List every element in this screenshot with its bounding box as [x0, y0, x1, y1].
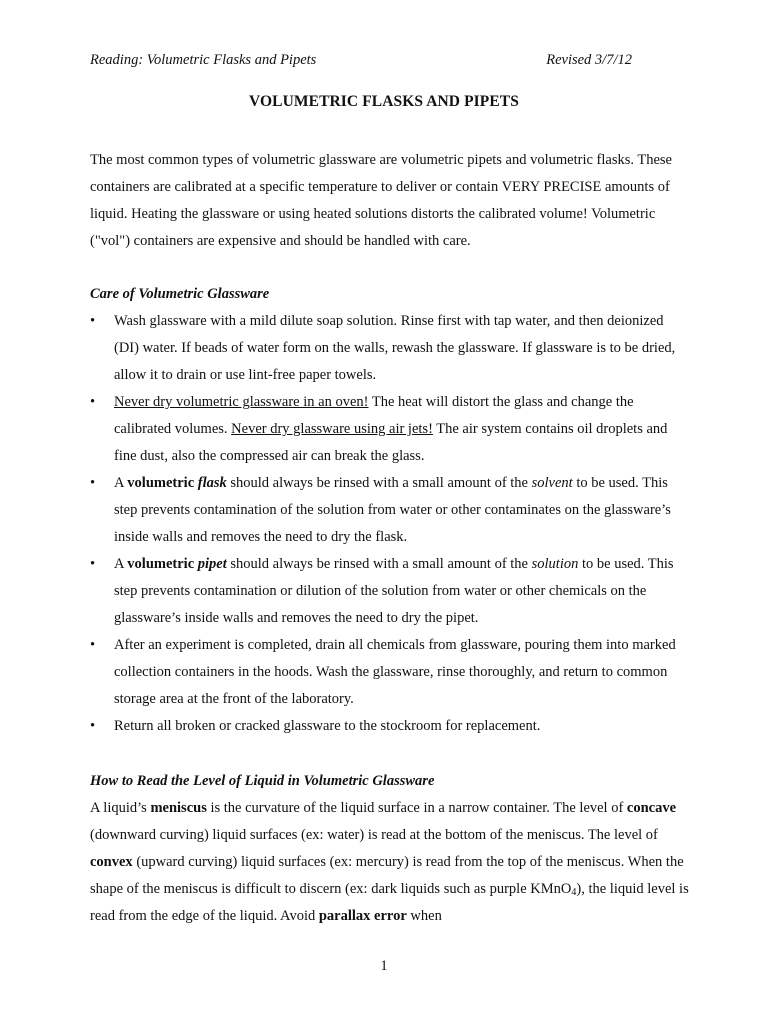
paragraph-text: (upward curving) liquid surfaces (ex: mercury) is read from the top of the meniscus. When the shape of the meniscus is difficult to discern (ex: dark liquids such as purple KMnO: [90, 854, 684, 897]
italic-term: solvent: [531, 475, 573, 491]
bullet-text: to be used. This step prevents contamination or dilution of the solution from water or other chemicals on the glassware’s inside walls and removes the need to dry the pipet.: [114, 556, 674, 626]
bullet-symbol: •: [90, 394, 96, 410]
page-number: 1: [380, 958, 388, 974]
bullet-symbol: •: [90, 313, 96, 329]
bullet-text: A: [114, 475, 128, 491]
paragraph-text: is the curvature of the liquid surface in a narrow container. The level of: [206, 800, 627, 816]
bullet-symbol: •: [90, 475, 96, 491]
bold-term: convex: [90, 854, 133, 870]
document-title: VOLUMETRIC FLASKS AND PIPETS: [249, 93, 519, 110]
bullet-text: should always be rinsed with a small amount of the: [226, 556, 532, 572]
list-item: [90, 389, 690, 470]
paragraph-text: (downward curving) liquid surfaces (ex: water) is read at the bottom of the meniscus. The level of: [90, 827, 658, 843]
air-jets-warning: Never dry glassware using air jets!: [231, 421, 433, 437]
bullet-symbol: •: [90, 637, 96, 653]
bullet-text: A: [114, 556, 128, 572]
header-reading-title: Reading: Volumetric Flasks and Pipets: [90, 52, 317, 68]
bullet-text: The heat will distort the glass and change the calibrated volumes.: [114, 394, 634, 437]
paragraph-text: ), the liquid level is read from the edge of the liquid. Avoid: [90, 881, 689, 924]
bold-term: volumetric: [127, 475, 195, 491]
italic-term: solution: [531, 556, 579, 572]
bullet-symbol: •: [90, 556, 96, 572]
list-item: [90, 632, 690, 713]
bold-term: volumetric: [127, 556, 195, 572]
list-item: [90, 713, 690, 740]
bullet-text: Return all broken or cracked glassware to the stockroom for replacement.: [114, 718, 541, 734]
list-item: [90, 551, 690, 632]
care-bullet-list: [90, 308, 690, 740]
paragraph-text: when: [406, 908, 442, 924]
subscript: 4: [571, 887, 577, 898]
bold-term: concave: [626, 800, 677, 816]
bullet-text: Wash glassware with a mild dilute soap solution. Rinse first with tap water, and then deionized (DI) water. If beads of water form on the walls, rewash the glassware. If glassware is to be dried, allow it to drain or use lint-free paper towels.: [114, 313, 676, 383]
list-item: [90, 470, 690, 551]
intro-paragraph: [90, 147, 690, 255]
paragraph-text: A liquid’s: [90, 800, 151, 816]
meniscus-paragraph: [90, 795, 690, 930]
bold-italic-term: pipet: [197, 556, 227, 572]
bullet-symbol: •: [90, 718, 96, 734]
intro-text: The most common types of volumetric glassware are volumetric pipets and volumetric flasks. These containers are calibrated at a specific temperature to deliver or contain VERY PRECISE amounts of liquid. Heating the glassware or using heated solutions distorts the calibrated volume! Volumetric ("vol") containers are expensive and should be handled with care.: [90, 152, 672, 249]
bullet-text: to be used. This step prevents contamination of the solution from water or other contaminates on the glassware’s inside walls and removes the need to dry the flask.: [114, 475, 671, 545]
list-item: [90, 308, 690, 389]
care-section-heading: Care of Volumetric Glassware: [90, 286, 270, 302]
oven-warning: Never dry volumetric glassware in an oven!: [114, 394, 369, 410]
bullet-text: should always be rinsed with a small amount of the: [226, 475, 532, 491]
reading-section-heading: How to Read the Level of Liquid in Volumetric Glassware: [90, 773, 435, 789]
header-revision-date: Revised 3/7/12: [546, 52, 632, 68]
bold-term: meniscus: [150, 800, 207, 816]
bold-italic-term: flask: [197, 475, 227, 491]
bold-term: parallax error: [318, 908, 407, 924]
bullet-text: After an experiment is completed, drain all chemicals from glassware, pouring them into marked collection containers in the hoods. Wash the glassware, rinse thoroughly, and return to common storage area at the front of the laboratory.: [114, 637, 676, 707]
bullet-text: The air system contains oil droplets and fine dust, also the compressed air can break the glass.: [114, 421, 668, 464]
running-header: [90, 52, 632, 72]
